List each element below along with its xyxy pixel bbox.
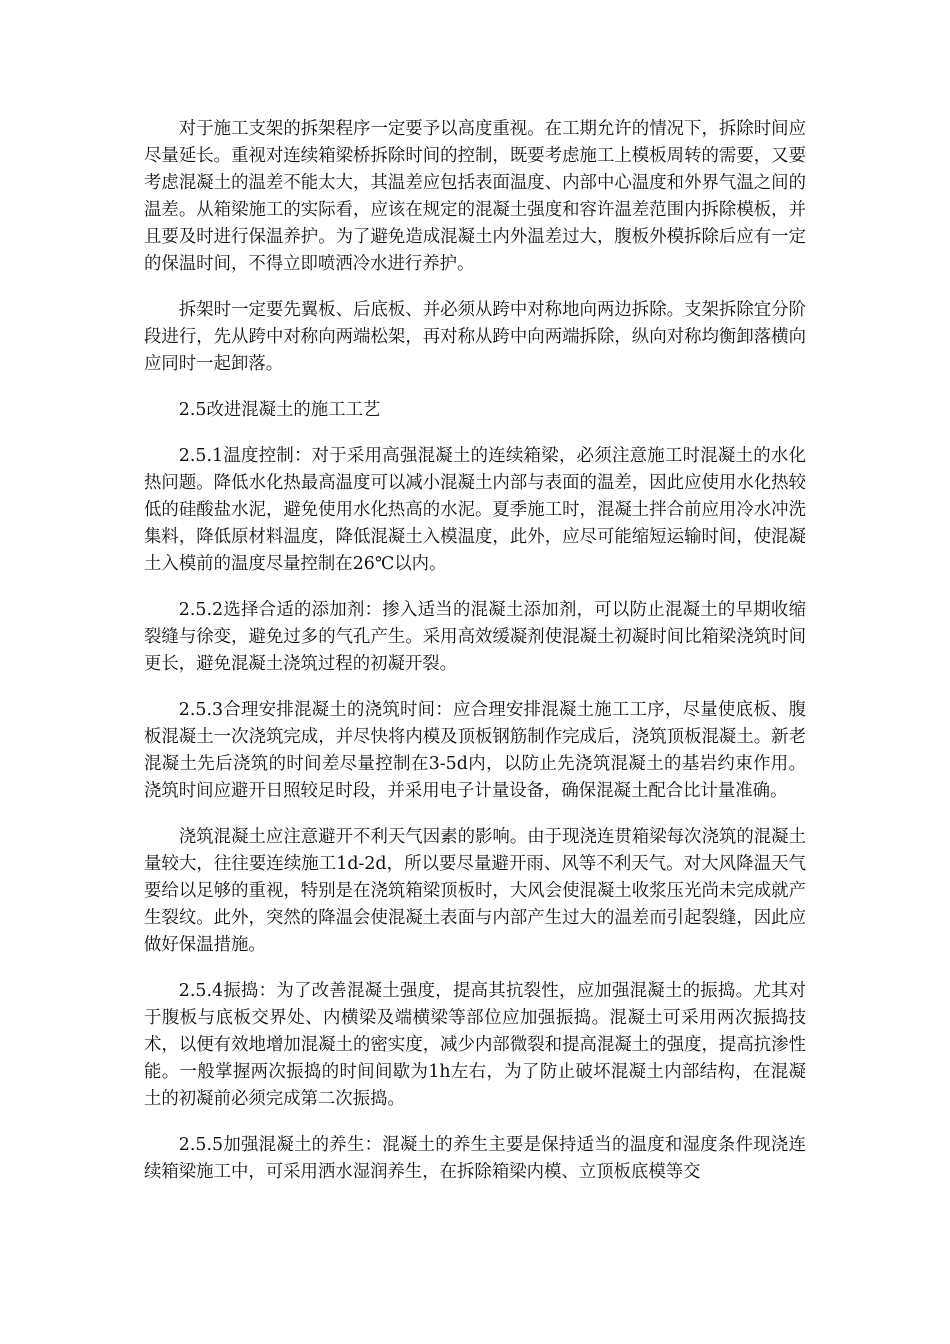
paragraph-weather: 浇筑混凝土应注意避开不利天气因素的影响。由于现浇连贯箱梁每次浇筑的混凝土量较大，往往要连续施工1d-2d，所以要尽量避开雨、风等不利天气。对大风降温天气要给以足够的重视，特别是在浇筑箱梁顶板时，大风会使混凝土收浆压光尚未完成就产生裂纹。此外，突然的降温会使混凝土表面与内部产生过大的温差而引起裂缝，因此应做好保温措施。 (144, 827, 806, 955)
paragraph-vibration: 2.5.4振捣：为了改善混凝土强度，提高其抗裂性，应加强混凝土的振捣。尤其对于腹板与底板交界处、内横梁及端横梁等部位应加强振捣。混凝土可采用两次振捣技术，以便有效地增加混凝土的密实度，减少内部微裂和提高混凝土的强度，提高抗渗性能。一般掌握两次振捣的时间间歇为1h左右，为了防止破坏混凝土内部结构，在混凝土的初凝前必须完成第二次振捣。 (144, 981, 806, 1109)
section-heading-2-5: 2.5改进混凝土的施工工艺 (178, 400, 381, 420)
paragraph-curing: 2.5.5加强混凝土的养生：混凝土的养生主要是保持适当的温度和湿度条件现浇连续箱梁施工中，可采用洒水湿润养生，在拆除箱梁内模、立顶板底模等交 (144, 1135, 806, 1182)
paragraph-admixture: 2.5.2选择合适的添加剂：掺入适当的混凝土添加剂，可以防止混凝土的早期收缩裂缝与徐变，避免过多的气孔产生。采用高效缓凝剂使混凝土初凝时间比箱梁浇筑时间更长，避免混凝土浇筑过程的初凝开裂。 (144, 600, 806, 674)
paragraph-pouring-time: 2.5.3合理安排混凝土的浇筑时间：应合理安排混凝土施工工序，尽量使底板、腹板混凝土一次浇筑完成，并尽快将内模及顶板钢筋制作完成后，浇筑顶板混凝土。新老混凝土先后浇筑的时间差尽量控制在3-5d内，以防止先浇筑混凝土的基岩约束作用。浇筑时间应避开日照较足时段，并采用电子计量设备，确保混凝土配合比计量准确。 (144, 700, 806, 801)
paragraph-demolition-procedure: 对于施工支架的拆架程序一定要予以高度重视。在工期允许的情况下，拆除时间应尽量延长。重视对连续箱梁桥拆除时间的控制，既要考虑施工上模板周转的需要，又要考虑混凝土的温差不能太大，其温差应包括表面温度、内部中心温度和外界气温之间的温差。从箱梁施工的实际看，应该在规定的混凝土强度和容许温差范围内拆除模板，并且要及时进行保温养护。为了避免造成混凝土内外温差过大，腹板外模拆除后应有一定的保温时间，不得立即喷洒冷水进行养护。 (144, 119, 806, 274)
document-page (144, 116, 806, 1205)
paragraph-demolition-order: 拆架时一定要先翼板、后底板、并必须从跨中对称地向两边拆除。支架拆除宜分阶段进行，先从跨中对称向两端松架，再对称从跨中向两端拆除，纵向对称均衡卸落横向应同时一起卸落。 (144, 300, 806, 374)
paragraph-temperature-control: 2.5.1温度控制：对于采用高强混凝土的连续箱梁，必须注意施工时混凝土的水化热问题。降低水化热最高温度可以减小混凝土内部与表面的温差，因此应使用水化热较低的硅酸盐水泥，避免使用水化热高的水泥。夏季施工时，混凝土拌合前应用冷水冲洗集料，降低原材料温度，降低混凝土入模温度，此外，应尽可能缩短运输时间，使混凝土入模前的温度尽量控制在26℃以内。 (144, 446, 806, 574)
